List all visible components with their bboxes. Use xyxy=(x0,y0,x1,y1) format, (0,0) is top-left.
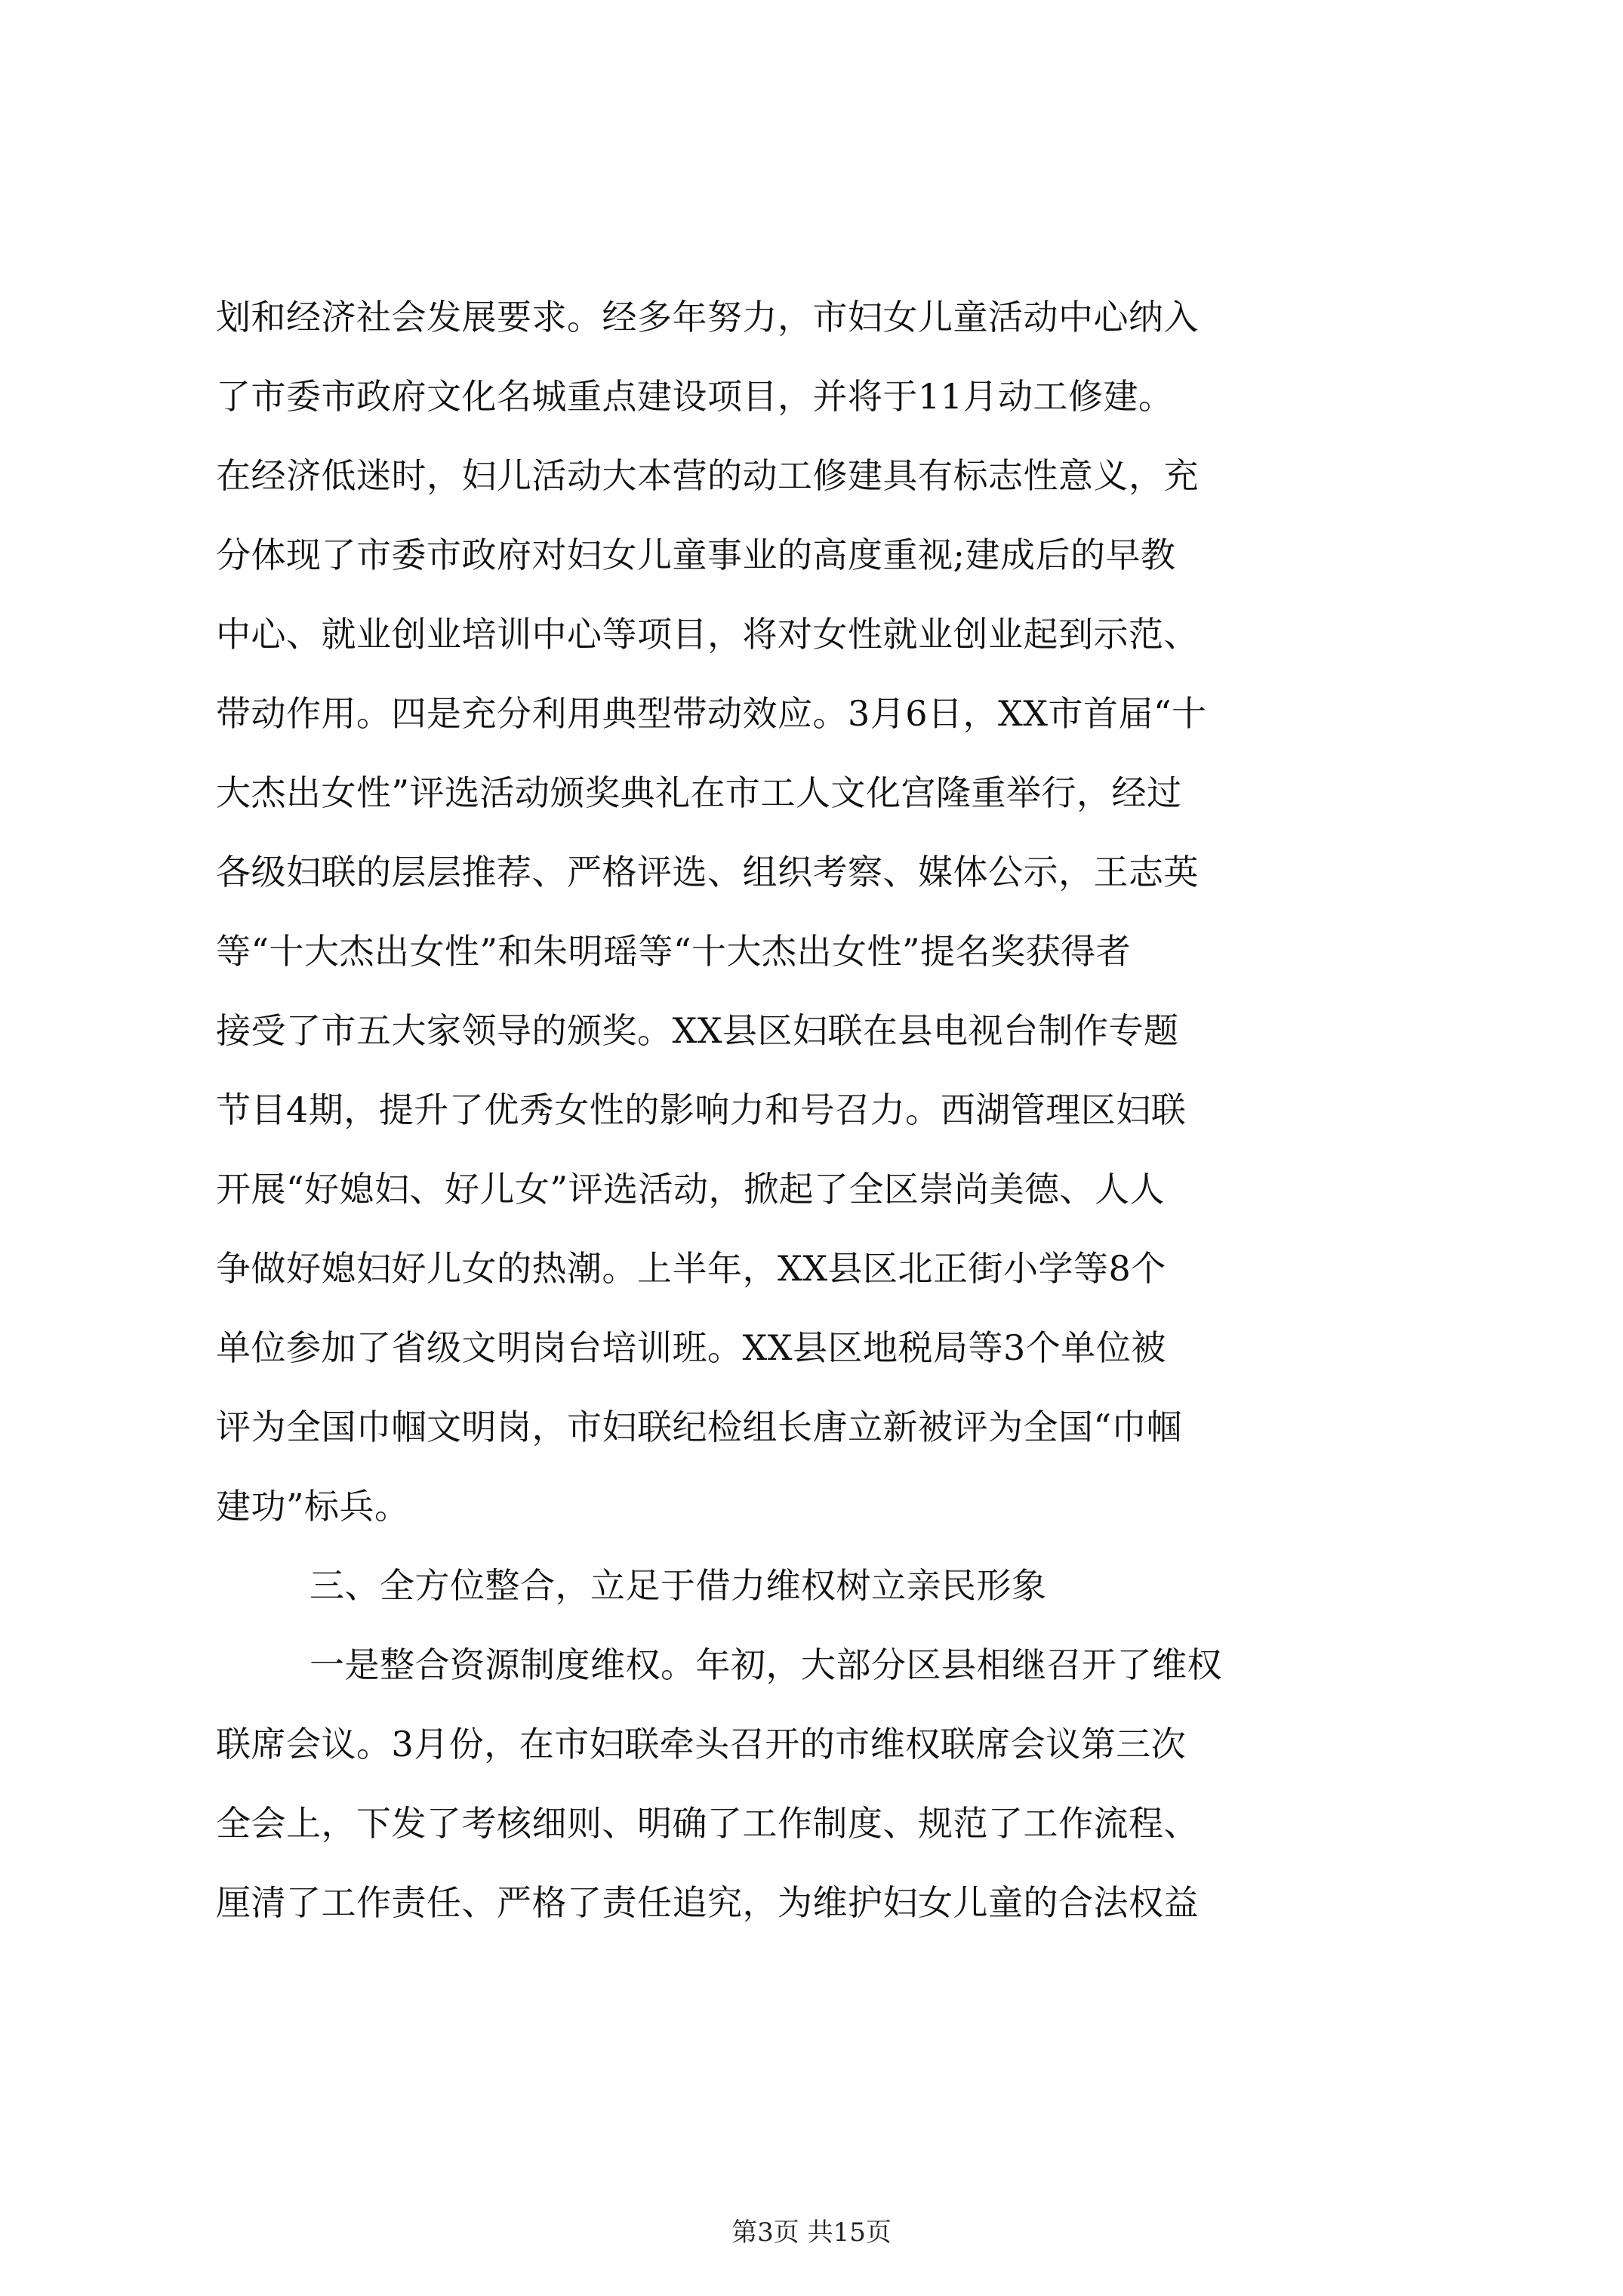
paragraph-start-line: 一是整合资源制度维权。年初，大部分区县相继召开了维权 xyxy=(310,1644,1222,1685)
text-line: 厘清了工作责任、严格了责任追究，为维护妇女儿童的合法权益 xyxy=(216,1882,1199,1923)
section-heading: 三、全方位整合，立足于借力维权树立亲民形象 xyxy=(310,1565,1047,1606)
text-line: 大杰出女性”评选活动颁奖典礼在市工人文化宫隆重举行，经过 xyxy=(216,772,1182,813)
text-line: 了市委市政府文化名城重点建设项目，并将于11月动工修建。 xyxy=(216,376,1174,417)
text-line: 划和经济社会发展要求。经多年努力，市妇女儿童活动中心纳入 xyxy=(216,297,1199,337)
page-number: 第3页 共15页 xyxy=(731,2217,892,2248)
text-line: 联席会议。3月份，在市妇联牵头召开的市维权联席会议第三次 xyxy=(216,1724,1187,1764)
text-line: 各级妇联的层层推荐、严格评选、组织考察、媒体公示，王志英 xyxy=(216,852,1199,892)
text-line: 争做好媳妇好儿女的热潮。上半年，XX县区北正街小学等8个 xyxy=(216,1248,1166,1289)
text-line: 建功”标兵。 xyxy=(216,1486,410,1527)
text-line: 开展“好媳妇、好儿女”评选活动，掀起了全区崇尚美德、人人 xyxy=(216,1169,1166,1210)
text-line: 带动作用。四是充分利用典型带动效应。3月6日，XX市首届“十 xyxy=(216,693,1207,734)
text-line: 节目4期，提升了优秀女性的影响力和号召力。西湖管理区妇联 xyxy=(216,1089,1187,1130)
text-line: 分体现了市委市政府对妇女儿童事业的高度重视;建成后的早教 xyxy=(216,535,1176,575)
text-line: 全会上，下发了考核细则、明确了工作制度、规范了工作流程、 xyxy=(216,1803,1199,1844)
text-line: 中心、就业创业培训中心等项目，将对女性就业创业起到示范、 xyxy=(216,614,1199,655)
text-line: 接受了市五大家领导的颁奖。XX县区妇联在县电视台制作专题 xyxy=(216,1010,1179,1051)
text-line: 等“十大杰出女性”和朱明瑶等“十大杰出女性”提名奖获得者 xyxy=(216,931,1132,972)
text-line: 评为全国巾帼文明岗，市妇联纪检组长唐立新被评为全国“巾帼 xyxy=(216,1407,1182,1447)
text-line: 在经济低迷时，妇儿活动大本营的动工修建具有标志性意义，充 xyxy=(216,455,1199,496)
text-line: 单位参加了省级文明岗台培训班。XX县区地税局等3个单位被 xyxy=(216,1327,1166,1368)
